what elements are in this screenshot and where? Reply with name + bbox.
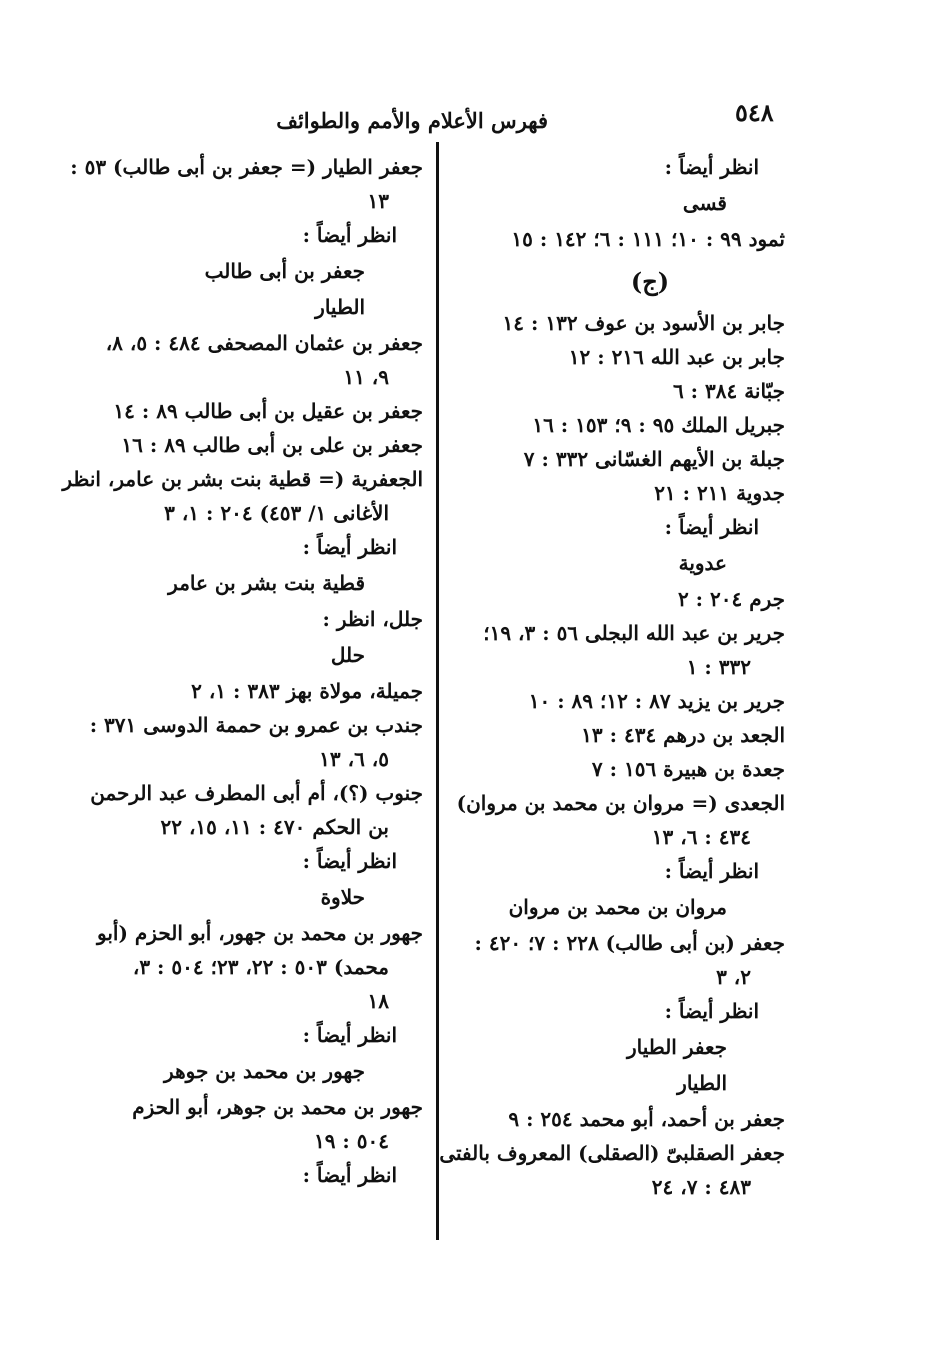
index-entry: الجعفرية (= قطية بنت بشر بن عامر، انظر	[62, 467, 423, 491]
index-entry: جلل، انظر :	[322, 607, 423, 631]
index-entry: جبريل الملك ٩٥ : ٩؛ ١٥٣ : ١٦	[532, 413, 785, 437]
index-entry: جعدة بن هبيرة ١٥٦ : ٧	[591, 757, 785, 781]
page-number: ٥٤٨	[735, 98, 774, 127]
see-also-label: انظر أيضاً :	[664, 155, 759, 179]
index-entry-continuation: ١٨	[367, 989, 389, 1013]
cross-reference: قطية بنت بشر بن عامر	[168, 571, 365, 595]
cross-reference: حلل	[330, 643, 365, 667]
index-entry: جرم ٢٠٤ : ٢	[677, 587, 785, 611]
index-entry-continuation: ٥، ٦، ١٣	[319, 747, 389, 771]
index-entry: جعفر بن عثمان المصحفى ٤٨٤ : ٥، ٨،	[105, 331, 423, 355]
index-entry-continuation: الأغانى ١/ ٤٥٣) ٢٠٤ : ١، ٣	[164, 501, 389, 525]
see-also-label: انظر أيضاً :	[302, 1023, 397, 1047]
index-entry: جندب بن عمرو بن حممة الدوسى ٣٧١ :	[89, 713, 423, 737]
index-entry: جرير بن عبد الله البجلى ٥٦ : ٣، ١٩؛	[483, 621, 785, 645]
index-entry: جابر بن عبد الله ٢١٦ : ١٢	[568, 345, 785, 369]
index-entry: جعفر الصقلبىّ (الصقلى) المعروف بالفتى	[439, 1141, 785, 1165]
see-also-label: انظر أيضاً :	[302, 535, 397, 559]
index-entry: جعفر بن على بن أبى طالب ٨٩ : ١٦	[121, 433, 423, 457]
cross-reference: الطيار	[315, 295, 365, 319]
index-entry: جدوية ٢١١ : ٢١	[654, 481, 785, 505]
running-head-title: فهرس الأعلام والأمم والطوائف	[276, 108, 548, 133]
index-entry: جبّانة ٣٨٤ : ٦	[672, 379, 785, 403]
see-also-label: انظر أيضاً :	[664, 999, 759, 1023]
index-column-left	[62, 150, 423, 1192]
index-entry: جعفر بن أحمد، أبو محمد ٢٥٤ : ٩	[508, 1107, 785, 1131]
see-also-label: انظر أيضاً :	[664, 515, 759, 539]
index-entry: جبلة بن الأيهم الغسّانى ٣٣٢ : ٧	[523, 447, 785, 471]
index-entry-continuation: ٤٨٣ : ٧، ٢٤	[651, 1175, 751, 1199]
index-entry: جعفر بن عقيل بن أبى طالب ٨٩ : ١٤	[113, 399, 423, 423]
index-entry: الجعدى (= مروان بن محمد بن مروان)	[456, 791, 785, 815]
index-entry: الجعد بن درهم ٤٣٤ : ١٣	[581, 723, 785, 747]
index-entry: جرير بن يزيد ٨٧ : ١٢؛ ٨٩ : ١٠	[528, 689, 785, 713]
see-also-label: انظر أيضاً :	[664, 859, 759, 883]
see-also-label: انظر أيضاً :	[302, 849, 397, 873]
see-also-label: انظر أيضاً :	[302, 1163, 397, 1187]
index-entry: جعفر الطيار (= جعفر بن أبى طالب) ٥٣ :	[70, 155, 423, 179]
index-entry: جعفر (بن أبى طالب) ٢٢٨ : ٧؛ ٤٢٠ :	[474, 931, 785, 955]
index-column-right	[439, 150, 785, 1204]
cross-reference: الطيار	[677, 1071, 727, 1095]
cross-reference: جعفر بن أبى طالب	[204, 259, 365, 283]
cross-reference: حلاوة	[320, 885, 365, 909]
index-entry-continuation: ٢، ٣	[716, 965, 751, 989]
cross-reference: عدوية	[678, 551, 727, 575]
see-also-label: انظر أيضاً :	[302, 223, 397, 247]
index-entry: جهور بن محمد بن جهور، أبو الحزم (أبو	[97, 921, 423, 945]
index-entry-continuation: بن الحكم ٤٧٠ : ١١، ١٥، ٢٢	[160, 815, 389, 839]
cross-reference: مروان بن محمد بن مروان	[508, 895, 727, 919]
index-entry: ثمود ٩٩ : ١٠؛ ١١١ : ٦؛ ١٤٢ : ١٥	[511, 227, 785, 251]
index-entry: جميلة، مولاة بهز ٣٨٣ : ١، ٢	[191, 679, 423, 703]
cross-reference: جهور بن محمد بن جوهر	[164, 1059, 365, 1083]
index-entry: جنوب (؟)، أم أبى المطرف عبد الرحمن	[90, 781, 423, 805]
index-entry: جهور بن محمد بن جوهر، أبو الحزم	[132, 1095, 423, 1119]
column-divider	[436, 142, 439, 1240]
index-entry: جابر بن الأسود بن عوف ١٣٢ : ١٤	[502, 311, 785, 335]
index-entry-continuation: ٩، ١١	[343, 365, 389, 389]
index-entry-continuation: ٤٣٤ : ٦، ١٣	[651, 825, 751, 849]
index-entry-continuation: محمد) ٥٠٣ : ٢٢، ٢٣؛ ٥٠٤ : ٣،	[132, 955, 389, 979]
cross-reference: جعفر الطيار	[627, 1035, 727, 1059]
cross-reference: قسى	[682, 191, 727, 215]
index-entry-continuation: ٣٣٢ : ١	[686, 655, 751, 679]
index-entry-continuation: ٥٠٤ : ١٩	[313, 1129, 389, 1153]
index-entry-continuation: ١٣	[367, 189, 389, 213]
section-letter-heading: (ج)	[630, 267, 670, 296]
